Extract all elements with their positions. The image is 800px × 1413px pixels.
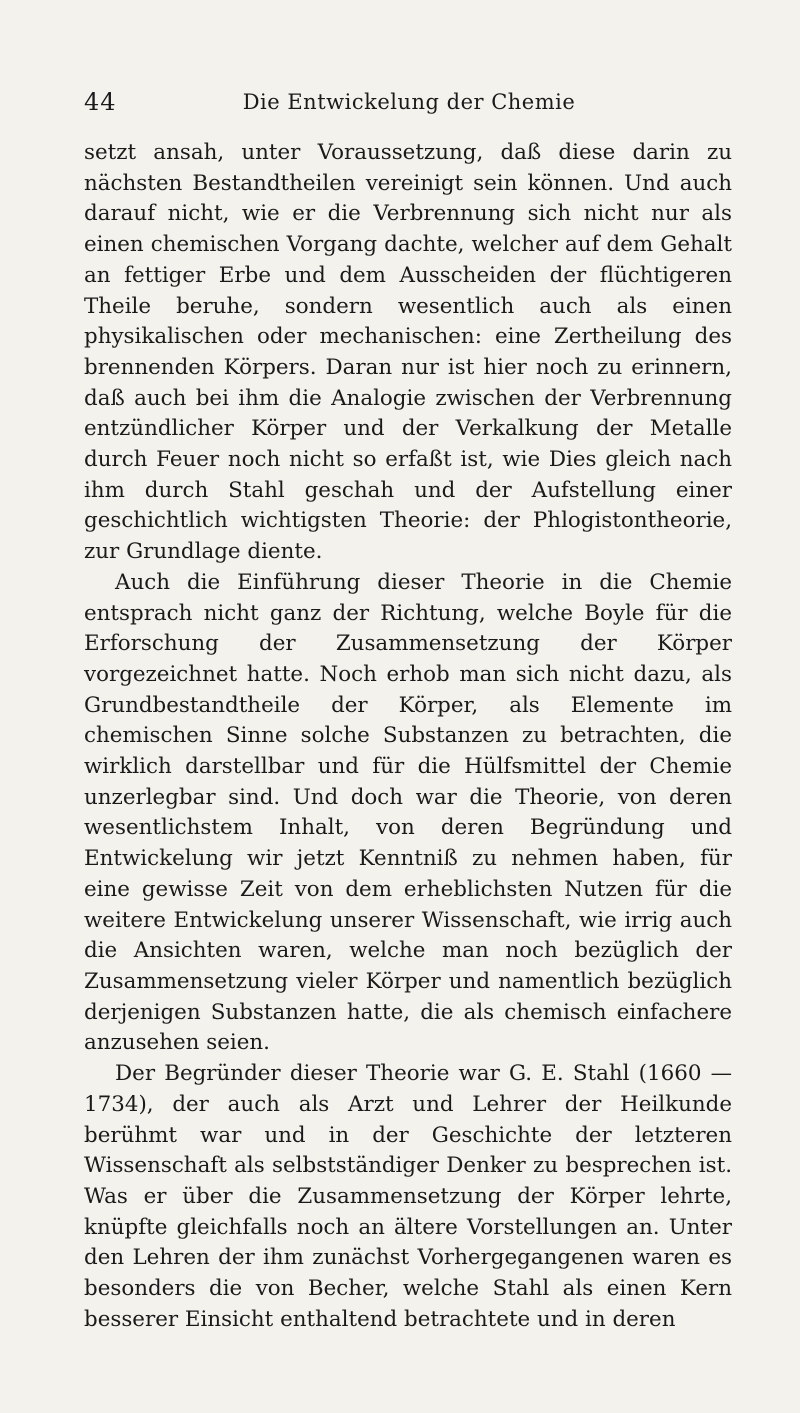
running-title: Die Entwickelung der Chemie: [242, 90, 576, 114]
body-text: [84, 138, 732, 1335]
paragraph-2: Auch die Einführung dieser Theorie in die Chemie entsprach nicht ganz der Richtung, welche Boyle für die Erforschung der Zusammensetzung der Körper vorgezeichnet hatte. Noch erhob man sich nicht dazu, als Grundbestandtheile der Körper, als Elemente im chemischen Sinne solche Substanzen zu betrachten, die wirklich darstellbar und für die Hülfsmittel der Chemie unzerlegbar sind. Und doch war die Theorie, von deren wesentlichstem Inhalt, von deren Begründung und Entwickelung wir jetzt Kenntniß zu nehmen haben, für eine gewisse Zeit von dem erheblichsten Nutzen für die weitere Entwickelung unserer Wissenschaft, wie irrig auch die Ansichten waren, welche man noch bezüglich der Zusammensetzung vieler Körper und namentlich bezüglich derjenigen Substanzen hatte, die als chemisch einfachere anzusehen seien.: [84, 569, 732, 1056]
paragraph-1: setzt ansah, unter Voraussetzung, daß diese darin zu nächsten Bestandtheilen vereinigt sein können. Und auch darauf nicht, wie er die Verbrennung sich nicht nur als einen chemischen Vorgang dachte, welcher auf dem Gehalt an fettiger Erbe und dem Ausscheiden der flüchtigeren Theile beruhe, sondern wesentlich auch als einen physikalischen oder mechanischen: eine Zertheilung des brennenden Körpers. Daran nur ist hier noch zu erinnern, daß auch bei ihm die Analogie zwischen der Verbrennung entzündlicher Körper und der Verkalkung der Metalle durch Feuer noch nicht so erfaßt ist, wie Dies gleich nach ihm durch Stahl geschah und der Aufstellung einer geschichtlich wichtigsten Theorie: der Phlogistontheorie, zur Grundlage diente.: [84, 140, 732, 565]
page-header: [84, 88, 734, 118]
paragraph-3: Der Begründer dieser Theorie war G. E. Stahl (1660 — 1734), der auch als Arzt und Lehrer der Heilkunde berühmt war und in der Geschichte der letzteren Wissenschaft als selbstständiger Denker zu besprechen ist. Was er über die Zusammensetzung der Körper lehrte, knüpfte gleichfalls noch an ältere Vorstellungen an. Unter den Lehren der ihm zunächst Vorhergegangenen waren es besonders die von Becher, welche Stahl als einen Kern besserer Einsicht enthaltend betrachtete und in deren: [84, 1061, 732, 1332]
page-number: 44: [84, 88, 117, 116]
